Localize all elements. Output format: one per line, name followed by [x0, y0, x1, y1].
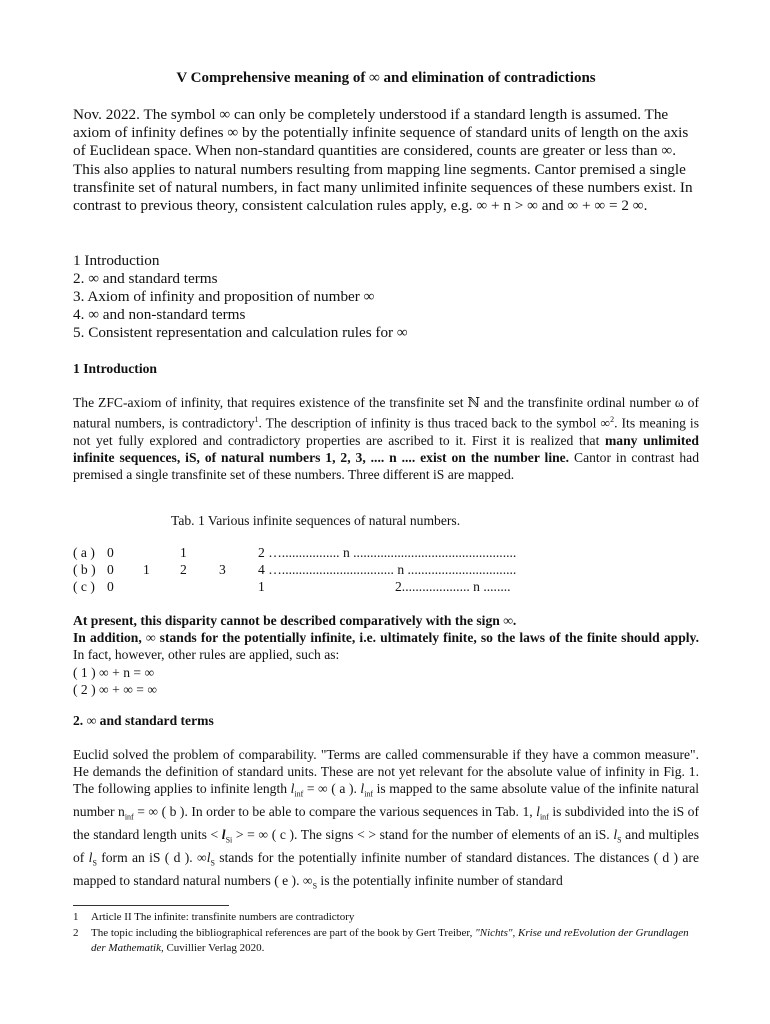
section-heading-standard-terms: 2. ∞ and standard terms	[73, 713, 214, 728]
page-title: V Comprehensive meaning of ∞ and elimination of contradictions	[176, 70, 596, 86]
table-row: ( a ) 0 1 2 …................. n ................................................	[73, 545, 517, 560]
sequence-table	[73, 544, 699, 596]
toc-item: 1 Introduction	[73, 252, 160, 269]
table-row: ( c ) 0 1 2.................... n ........	[73, 579, 511, 595]
introduction-paragraph: The ZFC-axiom of infinity, that requires existence of the transfinite set ℕ and the transfinite ordinal number ω of natural numbers, is contradictory$^1$. The description of infinity is thus traced back to the symbol ∞$^2$. Its meaning is not yet fully explored and contradictory properties are ascribed to it. First it is realized that many unlimited infinite sequences, iS, of natural numbers 1, 2, 3, .... n .... exist on the number line. Cantor in contrast had premised a single transfinite set of these numbers. Three different iS are mapped.	[73, 395, 699, 483]
table-caption: Tab. 1 Various infinite sequences of natural numbers.	[171, 513, 461, 528]
section-heading-introduction: 1 Introduction	[73, 361, 157, 376]
toc-item: 4. ∞ and non-standard terms	[73, 306, 246, 323]
table-row: ( b ) 0 1 2 3 4 …................................. n ................................	[73, 562, 517, 578]
footnote-2: 2 The topic including the bibliographical references are part of the book by Gert Treiber, "Nichts", Krise und reEvolution der Grundlagen der Mathematik, Cuvillier Verlag 2020.	[73, 927, 689, 954]
disparity-paragraph: At present, this disparity cannot be described comparatively with the sign ∞. In addition, ∞ stands for the potentially infinite, i.e. ultimately finite, so the laws of the finite should apply. In fact, however, other rules are applied, such as: ( 1 ) ∞ + n = ∞ ( 2 ) ∞ + ∞ = ∞	[73, 613, 699, 697]
footnote-divider	[73, 905, 229, 906]
toc-item: 3. Axiom of infinity and proposition of number ∞	[73, 288, 375, 305]
abstract-paragraph: Nov. 2022. The symbol ∞ can only be completely understood if a standard length is assumed. The axiom of infinity defines ∞ by the potentially infinite sequence of standard units of length on the axis of Euclidean space. When non-standard quantities are considered, counts are greater or less than ∞. This also applies to natural numbers resulting from mapping line segments. Cantor premised a single transfinite set of natural numbers, in fact many unlimited infinite sequences of these numbers exist. In contrast to previous theory, consistent calculation rules apply, e.g. ∞ + n > ∞ and ∞ + ∞ = 2 ∞.	[73, 106, 693, 215]
standard-terms-paragraph: Euclid solved the problem of comparability. "Terms are called commensurable if they have a common measure". He demands the definition of standard units. These are not yet relevant for the absolute value of infinity in Fig. 1. The following applies to infinite length $l_{inf}$ = ∞ ( a ). $l_{inf}$ is mapped to the same absolute value of the infinite natural number $n_{inf}$ = ∞ ( b ). In order to be able to compare the various sequences in Tab. 1, $l_{inf}$ is subdivided into the iS of the standard length units < $l_{Si}$ > = ∞ ( c ). The signs < > stand for the number of elements of an iS. $l_S$ and multiples of $l_S$ form an iS ( d ). $\infty l_S$ stands for the potentially infinite number of standard distances. The distances ( d ) are mapped to standard natural numbers ( e ). $\infty_S$ is the potentially infinite number of standard	[73, 747, 700, 891]
toc-item: 2. ∞ and standard terms	[73, 270, 218, 287]
table-of-contents	[73, 252, 408, 342]
footnote-1: 1 Article II The infinite: transfinite numbers are contradictory	[73, 911, 355, 923]
toc-item: 5. Consistent representation and calculation rules for ∞	[73, 324, 408, 341]
